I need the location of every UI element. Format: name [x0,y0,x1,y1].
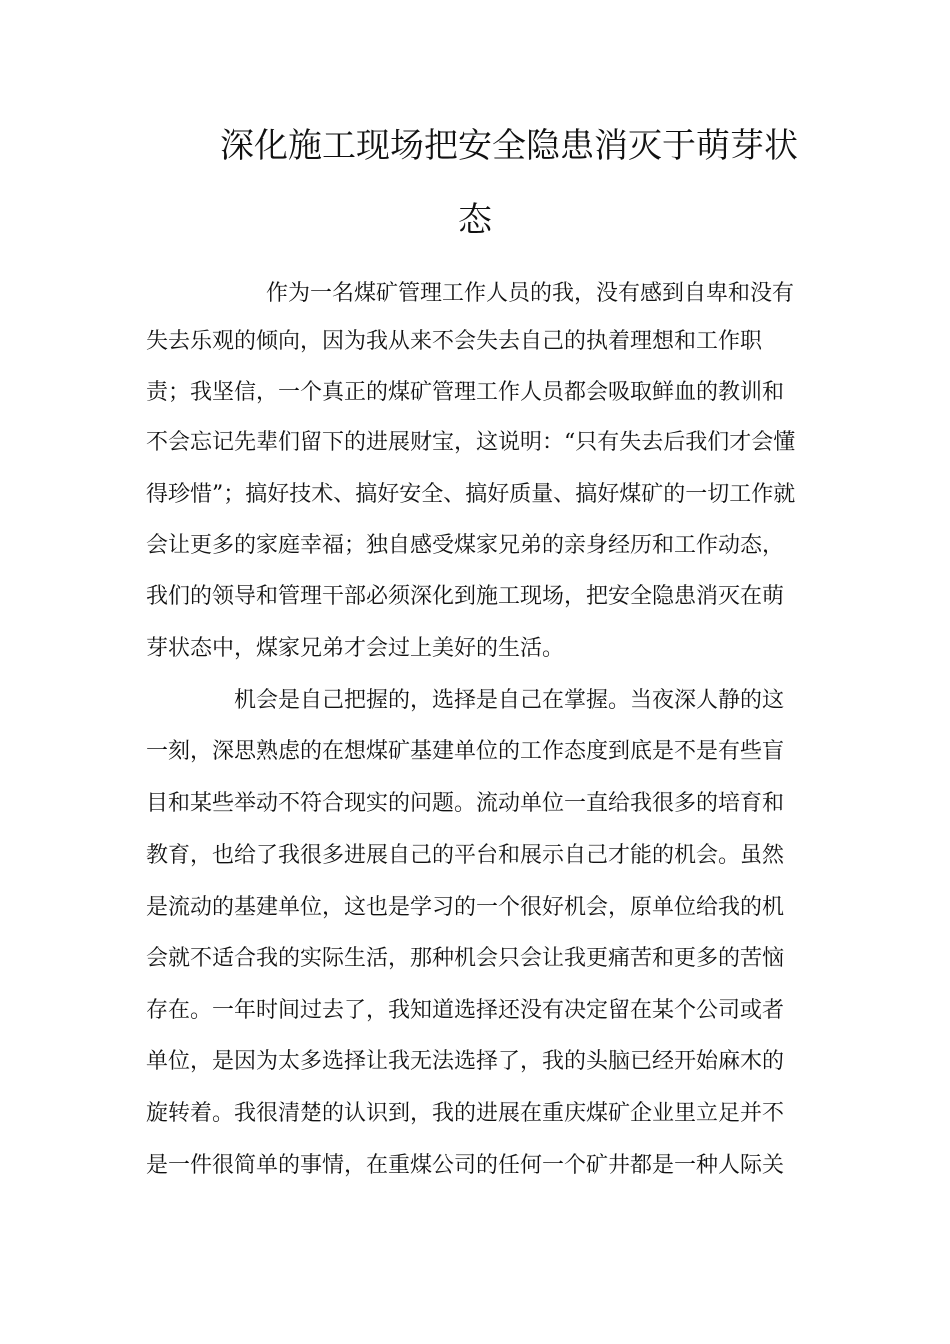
paragraph-2-line-8: 单位，是因为太多选择让我无法选择了，我的头脑已经开始麻木的 [146,1049,785,1074]
paragraph-1-line-8: 芽状态中，煤家兄弟才会过上美好的生活。 [146,636,565,661]
paragraph-2-line-5: 是流动的基建单位，这也是学习的一个很好机会，原单位给我的机 [146,895,785,920]
paragraph-1-line-4: 不会忘记先辈们留下的进展财宝，这说明：“只有失去后我们才会懂 [146,430,796,455]
paragraph-2-line-1: 机会是自己把握的，选择是自己在掌握。当夜深人静的这 [234,688,785,713]
paragraph-1-line-2: 失去乐观的倾向，因为我从来不会失去自己的执着理想和工作职 [146,329,763,354]
paragraph-1-line-6: 会让更多的家庭幸福；独自感受煤家兄弟的亲身经历和工作动态， [146,533,785,558]
paragraph-2-line-2: 一刻，深思熟虑的在想煤矿基建单位的工作态度到底是不是有些盲 [146,739,785,764]
paragraph-2-line-6: 会就不适合我的实际生活，那种机会只会让我更痛苦和更多的苦恼 [146,946,785,971]
paragraph-2-line-3: 目和某些举动不符合现实的问题。流动单位一直给我很多的培育和 [146,791,785,816]
paragraph-2-line-7: 存在。一年时间过去了，我知道选择还没有决定留在某个公司或者 [146,998,785,1023]
paragraph-1-line-1: 作为一名煤矿管理工作人员的我，没有感到自卑和没有 [266,281,795,306]
paragraph-1-line-5: 得珍惜”；搞好技术、搞好安全、搞好质量、搞好煤矿的一切工作就 [146,482,796,507]
paragraph-2-line-10: 是一件很简单的事情，在重煤公司的任何一个矿井都是一种人际关 [146,1153,785,1178]
paragraph-1-line-3: 责；我坚信，一个真正的煤矿管理工作人员都会吸取鲜血的教训和 [146,380,785,405]
paragraph-2-line-9: 旋转着。我很清楚的认识到，我的进展在重庆煤矿企业里立足并不 [146,1101,785,1126]
title-line-2: 态 [458,200,492,240]
title-line-1: 深化施工现场把安全隐患消灭于萌芽状 [220,126,798,166]
paragraph-2-line-4: 教育，也给了我很多进展自己的平台和展示自己才能的机会。虽然 [146,843,785,868]
paragraph-1-line-7: 我们的领导和管理干部必须深化到施工现场，把安全隐患消灭在萌 [146,584,785,609]
